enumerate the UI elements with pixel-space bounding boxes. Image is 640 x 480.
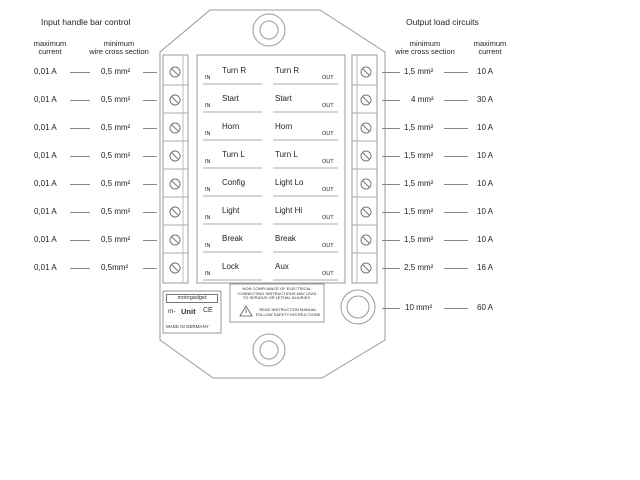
out-marker: OUT xyxy=(322,103,334,109)
output-current-value: 10 A xyxy=(477,67,494,76)
input-current-value: 0,01 A xyxy=(34,263,57,272)
input-terminal-label: Lock xyxy=(222,262,239,271)
in-marker: IN xyxy=(205,159,211,165)
out-marker: OUT xyxy=(322,159,334,165)
in-marker: IN xyxy=(205,187,211,193)
output-terminal-label: Turn L xyxy=(275,150,298,159)
input-terminal-label: Turn R xyxy=(222,66,247,75)
input-terminal-label: Start xyxy=(222,94,239,103)
in-marker: IN xyxy=(205,103,211,109)
in-marker: IN xyxy=(205,243,211,249)
input-min-wire-header: minimum wire cross section xyxy=(89,39,149,56)
warning-instructions: READ INSTRUCTION MANUAL FOLLOW SAFETY INSTRUCTIONS xyxy=(255,307,321,317)
in-marker: IN xyxy=(205,75,211,81)
input-wire-value: 0,5 mm² xyxy=(101,207,131,216)
bottom-mount-hole xyxy=(253,334,285,366)
output-wire-value: 1,5 mm² xyxy=(404,179,434,188)
input-current-value: 0,01 A xyxy=(34,179,57,188)
output-wire-value: 1,5 mm² xyxy=(404,235,434,244)
input-section-title: Input handle bar control xyxy=(41,17,131,27)
input-terminal-label: Config xyxy=(222,178,246,187)
warning-text: NON COMPLIANCE OF ELECTRICAL CONNECTING INSTRUCTIONS MAY LEAD TO SERIOUS OR LETHAL INJURIES. xyxy=(237,286,317,301)
output-current-value: 10 A xyxy=(477,207,494,216)
in-marker: IN xyxy=(205,271,211,277)
output-current-value: 10 A xyxy=(477,235,494,244)
in-marker: IN xyxy=(205,131,211,137)
output-max-current-header: maximum current xyxy=(473,39,507,56)
input-wire-value: 0,5 mm² xyxy=(101,123,131,132)
input-current-value: 0,01 A xyxy=(34,151,57,160)
ground-current-value: 60 A xyxy=(477,303,494,312)
input-terminal-label: Light xyxy=(222,206,240,215)
input-wire-value: 0,5 mm² xyxy=(101,151,131,160)
output-wire-value: 4 mm² xyxy=(411,95,434,104)
output-wire-value: 1,5 mm² xyxy=(404,67,434,76)
output-terminal-label: Aux xyxy=(275,262,289,271)
input-terminal-label: Horn xyxy=(222,122,240,131)
output-terminal-label: Break xyxy=(275,234,296,243)
input-terminal-label: Turn L xyxy=(222,150,245,159)
output-terminal-label: Light Lo xyxy=(275,178,304,187)
output-section-title: Output load circuits xyxy=(406,17,479,27)
output-terminal-label: Turn R xyxy=(275,66,300,75)
input-wire-value: 0,5mm² xyxy=(101,263,129,272)
output-wire-value: 2,5 mm² xyxy=(404,263,434,272)
in-marker: IN xyxy=(205,215,211,221)
product-prefix: m- xyxy=(168,308,176,315)
ground-stud xyxy=(341,290,375,324)
out-marker: OUT xyxy=(322,187,334,193)
input-current-value: 0,01 A xyxy=(34,95,57,104)
out-marker: OUT xyxy=(322,243,334,249)
output-current-value: 30 A xyxy=(477,95,494,104)
input-wire-value: 0,5 mm² xyxy=(101,95,131,104)
product-name: Unit xyxy=(181,307,196,316)
input-wire-value: 0,5 mm² xyxy=(101,235,131,244)
brand-logo: motogadget xyxy=(166,294,218,303)
input-current-value: 0,01 A xyxy=(34,123,57,132)
output-terminal-label: Start xyxy=(275,94,292,103)
output-wire-value: 1,5 mm² xyxy=(404,123,434,132)
output-current-value: 16 A xyxy=(477,263,494,272)
input-max-current-header: maximum current xyxy=(33,39,67,56)
output-current-value: 10 A xyxy=(477,179,494,188)
out-marker: OUT xyxy=(322,75,334,81)
input-current-value: 0,01 A xyxy=(34,235,57,244)
output-terminal-label: Light Hi xyxy=(275,206,303,215)
input-terminal-label: Break xyxy=(222,234,243,243)
made-in-label: MADE IN GERMANY xyxy=(166,324,209,329)
output-terminal-label: Horn xyxy=(275,122,293,131)
output-current-value: 10 A xyxy=(477,123,494,132)
input-current-value: 0,01 A xyxy=(34,67,57,76)
ce-mark: CE xyxy=(203,307,213,314)
top-mount-hole xyxy=(253,14,285,46)
input-wire-value: 0,5 mm² xyxy=(101,67,131,76)
output-wire-value: 1,5 mm² xyxy=(404,151,434,160)
out-marker: OUT xyxy=(322,215,334,221)
output-wire-value: 1,5 mm² xyxy=(404,207,434,216)
output-min-wire-header: minimum wire cross section xyxy=(395,39,455,56)
out-marker: OUT xyxy=(322,271,334,277)
input-wire-value: 0,5 mm² xyxy=(101,179,131,188)
out-marker: OUT xyxy=(322,131,334,137)
input-current-value: 0,01 A xyxy=(34,207,57,216)
ground-wire-value: 10 mm² xyxy=(405,303,433,312)
output-current-value: 10 A xyxy=(477,151,494,160)
